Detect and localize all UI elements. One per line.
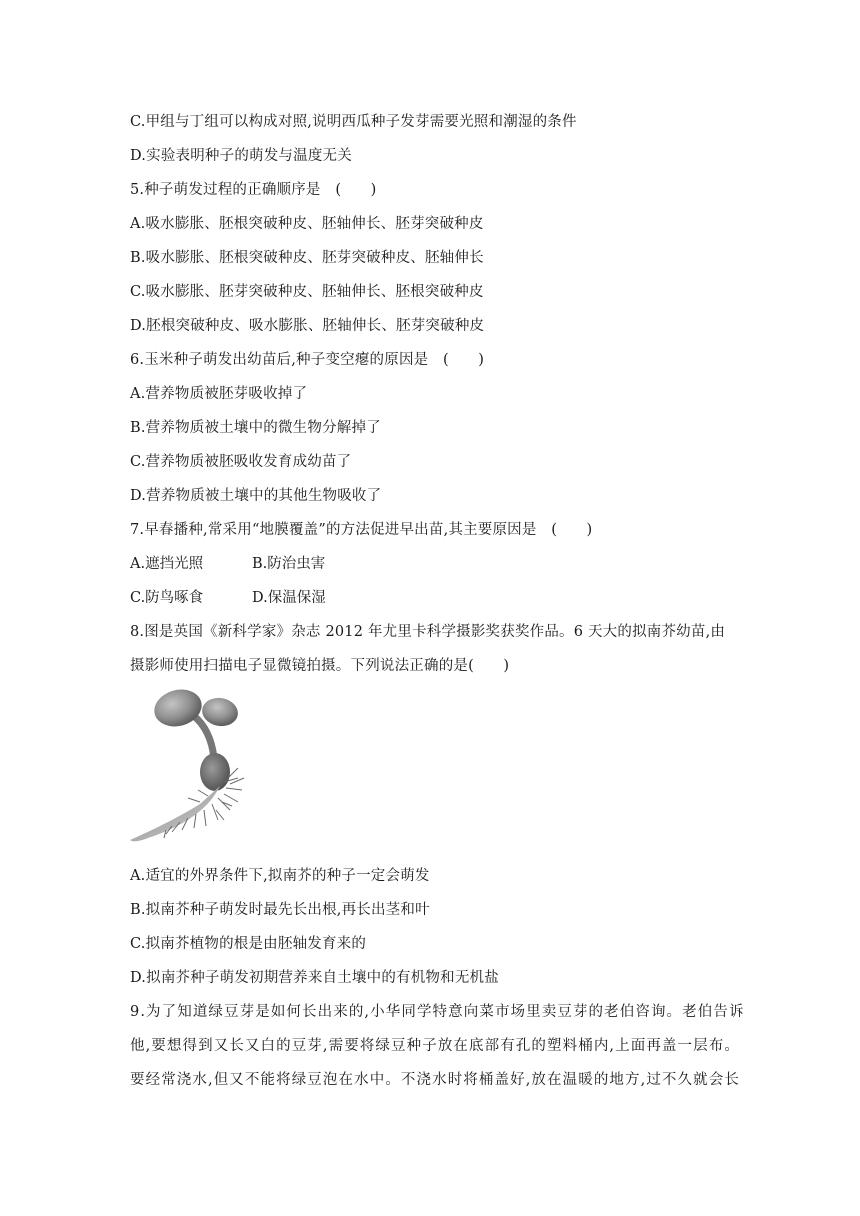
q8-stem-line2: 摄影师使用扫描电子显微镜拍摄。下列说法正确的是( ) (130, 658, 510, 674)
q8-option-b: B.拟南芥种子萌发时最先长出根,再长出茎和叶 (130, 902, 430, 918)
q6-stem: 6.玉米种子萌发出幼苗后,种子变空瘪的原因是 ( ) (130, 352, 485, 368)
seedling-photo (128, 686, 260, 848)
q7-stem: 7.早春播种,常采用“地膜覆盖”的方法促进早出苗,其主要原因是 ( ) (130, 522, 593, 538)
q9-stem-line1: 9.为了知道绿豆芽是如何长出来的,小华同学特意向菜市场里卖豆芽的老伯咨询。老伯告诉 (130, 1004, 745, 1020)
q6-option-b: B.营养物质被土壤中的微生物分解掉了 (130, 420, 381, 436)
q8-option-a: A.适宜的外界条件下,拟南芥的种子一定会萌发 (130, 868, 430, 884)
q7-option-a: A.遮挡光照 (130, 556, 204, 572)
q9-stem-line3: 要经常浇水,但又不能将绿豆泡在水中。不浇水时将桶盖好,放在温暖的地方,过不久就会长 (130, 1072, 740, 1088)
q5-stem: 5.种子萌发过程的正确顺序是 ( ) (130, 182, 377, 198)
q5-option-a: A.吸水膨胀、胚根突破种皮、胚轴伸长、胚芽突破种皮 (130, 216, 484, 232)
q4-option-c: C.甲组与丁组可以构成对照,说明西瓜种子发芽需要光照和潮湿的条件 (130, 114, 577, 130)
q6-option-d: D.营养物质被土壤中的其他生物吸收了 (130, 488, 382, 504)
q6-option-c: C.营养物质被胚吸收发育成幼苗了 (130, 454, 352, 470)
q7-options-row1 (130, 554, 326, 574)
q9-stem-line2: 他,要想得到又长又白的豆芽,需要将绿豆种子放在底部有孔的塑料桶内,上面再盖一层布。 (130, 1038, 740, 1054)
q4-option-d: D.实验表明种子的萌发与温度无关 (130, 148, 352, 164)
q5-option-c: C.吸水膨胀、胚芽突破种皮、胚轴伸长、胚根突破种皮 (130, 284, 484, 300)
q5-option-b: B.吸水膨胀、胚根突破种皮、胚芽突破种皮、胚轴伸长 (130, 250, 484, 266)
q7-options-row2 (130, 588, 326, 608)
q5-option-d: D.胚根突破种皮、吸水膨胀、胚轴伸长、胚芽突破种皮 (130, 318, 485, 334)
q7-option-c: C.防鸟啄食 (130, 590, 204, 606)
q8-option-d: D.拟南芥种子萌发初期营养来自土壤中的有机物和无机盐 (130, 970, 499, 986)
q8-option-c: C.拟南芥植物的根是由胚轴发育来的 (130, 936, 367, 952)
q7-option-b: B.防治虫害 (252, 556, 326, 572)
q8-stem-line1: 8.图是英国《新科学家》杂志 2012 年尤里卡科学摄影奖获奖作品。6 天大的拟南芥幼苗,由 (130, 624, 726, 640)
q6-option-a: A.营养物质被胚芽吸收掉了 (130, 386, 308, 402)
q7-option-d: D.保温保湿 (252, 590, 326, 606)
